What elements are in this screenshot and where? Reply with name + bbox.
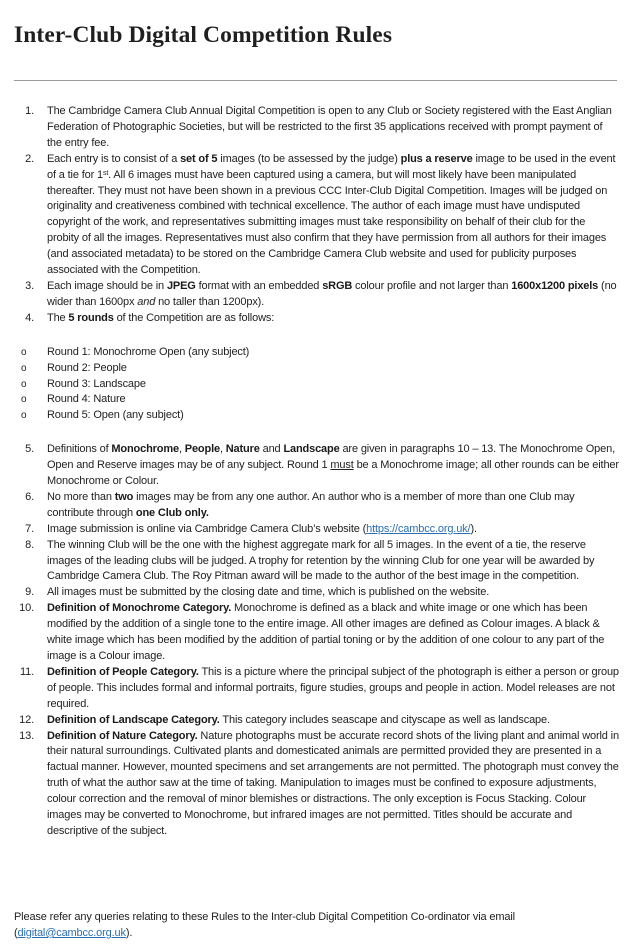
rule-emphasis: two [114, 490, 134, 503]
round-label: Round 1: Monochrome Open (any subject) [47, 345, 250, 358]
spacer [0, 327, 643, 345]
rule-text: The Cambridge Camera Club Annual Digital Competition is open to any Club or Society registered with the East Anglian Federation of Photographic Societies, but will be restricted to the first 35 applications received with prompt payment of the entry fee. [47, 105, 612, 149]
rule-emphasis: sRGB [322, 279, 353, 292]
rule-text: Definitions of [47, 443, 112, 456]
rule-text: , [178, 443, 185, 456]
website-link[interactable]: https://cambcc.org.uk/ [366, 522, 471, 535]
rule-6 [0, 490, 643, 522]
bullet-icon: o [21, 346, 27, 358]
rule-text: The winning Club will be the one with the highest aggregate mark for all 5 images. In the event of a tie, the reserve images of the leading clubs will be judged. A trophy for retention by the winning Club for one year will be awarded by Cambridge Camera Club. The Roy Pitman award will be made to the author of the best image in the competition. [47, 538, 595, 583]
rule-heading: Definition of Nature Category. [47, 729, 198, 742]
rule-number: 9. [25, 586, 34, 599]
footer-text: ). [125, 926, 133, 939]
round-item [0, 392, 643, 408]
rule-5 [0, 442, 643, 490]
round-label: Round 3: Landscape [47, 377, 146, 390]
rule-3 [0, 279, 643, 311]
rule-text: image to be used in the event of a tie for 1 [47, 152, 616, 181]
rule-emphasis: 5 rounds [68, 311, 114, 324]
rule-11 [0, 665, 643, 713]
rule-text: of the Competition are as follows: [113, 311, 275, 324]
bullet-icon: o [21, 362, 27, 374]
round-label: Round 5: Open (any subject) [47, 409, 184, 422]
rules-list-continued [0, 442, 643, 840]
bullet-icon: o [21, 410, 27, 422]
rule-text: colour profile and not larger than [352, 279, 512, 292]
rule-emphasis: Landscape [283, 443, 340, 456]
rule-heading: Definition of Landscape Category. [47, 713, 220, 726]
rule-emphasis: 1600x1200 pixels [511, 279, 599, 292]
rule-emphasis: plus a reserve [400, 152, 473, 165]
rule-emphasis: Monochrome [111, 443, 179, 456]
email-link[interactable]: digital@cambcc.org.uk [17, 926, 126, 939]
rule-9 [0, 585, 643, 601]
rule-13 [0, 729, 643, 840]
rule-emphasis: JPEG [166, 279, 196, 292]
rule-text: Each entry is to consist of a [47, 152, 181, 165]
rule-text: are given in paragraphs 10 – 13. The Monochrome Open, Open and Reserve images may be of any subject. Round 1 [47, 443, 615, 472]
rule-text: format with an embedded [195, 279, 323, 292]
rule-heading: Definition of People Category. [47, 665, 199, 678]
rule-italic: and [137, 295, 156, 308]
rule-text: All images must be submitted by the closing date and time, which is published on the website. [47, 586, 490, 599]
rule-text: images may be from any one author. An author who is a member of more than one Club may contribute through [47, 490, 575, 519]
rounds-list [0, 345, 643, 425]
rule-number: 6. [25, 490, 34, 503]
rule-1 [0, 104, 643, 152]
rule-text: and [259, 443, 284, 456]
rule-number: 2. [25, 152, 34, 165]
rule-number: 8. [25, 538, 34, 551]
round-item [0, 408, 643, 424]
rule-8 [0, 538, 643, 586]
rule-text: The [47, 311, 69, 324]
rule-text: (no wider than 1600px [47, 279, 617, 308]
rule-heading: Definition of Monochrome Category. [47, 602, 232, 615]
rule-emphasis: set of 5 [180, 152, 218, 165]
rules-list [0, 104, 643, 327]
rule-number: 12. [19, 713, 34, 726]
rule-number: 3. [25, 279, 34, 292]
round-item [0, 345, 643, 361]
round-item [0, 361, 643, 377]
rule-text: . All 6 images must have been captured using a camera, but will most likely have been manipulated thereafter. They must not have been shown in a previous CCC Inter-Club Digital Competition. Images will be judged on originality and creativeness combined with technical excellence. The author of each image must have undisputed copyright of the work, and representatives submitting images must take responsibility on behalf of their club for the probity of all the images. Representatives must also confirm that they have permission from all authors for their images (and associated metadata) to be stored on the Cambridge Camera Club website and used for publicity purposes associated with the Competition. [47, 168, 608, 277]
rule-text: This is a picture where the principal subject of the photograph is either a person or group of people. This includes formal and informal portraits, figure studies, groups and people in action. Model releases are not required. [47, 665, 619, 710]
rule-4 [0, 311, 643, 327]
round-label: Round 4: Nature [47, 393, 126, 406]
footer-note [14, 910, 619, 942]
rules-body [0, 104, 643, 840]
rule-2 [0, 152, 643, 279]
footer-text: Please refer any queries relating to these Rules to the Inter-club Digital Competition Co-ordinator via email ( [14, 911, 515, 939]
rule-number: 13. [19, 729, 34, 742]
bullet-icon: o [21, 378, 27, 390]
spacer [0, 424, 643, 442]
rule-number: 10. [19, 602, 34, 615]
rule-text: This category includes seascape and cityscape as well as landscape. [219, 713, 550, 726]
rule-number: 7. [25, 522, 34, 535]
rule-text: Each image should be in [47, 279, 167, 292]
rule-text: Monochrome is defined as a black and white image or one which has been modified by the addition of a single tone to the entire image. All other images are defined as Colour images. A black & white image which has been modified by the addition of partial toning or by the addition of one colour to any part of the image is a Colour image. [47, 602, 605, 662]
rule-number: 5. [25, 443, 34, 456]
bullet-icon: o [21, 394, 27, 406]
rule-number: 1. [25, 105, 34, 117]
rule-text: images (to be assessed by the judge) [217, 152, 401, 165]
rule-underline: must [330, 459, 354, 472]
rule-emphasis: Nature [225, 443, 260, 456]
rule-text: ). [470, 522, 477, 535]
superscript: st [103, 169, 109, 177]
rule-7 [0, 522, 643, 538]
rule-number: 4. [25, 311, 34, 324]
rule-text: , [219, 443, 226, 456]
rule-text: Nature photographs must be accurate record shots of the living plant and animal world in their natural surroundings. Cultivated plants and domesticated animals are permitted provided they are presented in a factual manner. However, mounted specimens and set arrangements are not permitted. The photograph must convey the truth of what the author saw at the time of taking. Manipulation to images must be confined to exposure adjustments, colour correction and the removal of minor blemishes or distractions. The only exception is Focus Stacking. Colour images may be converted to Monochrome, but infrared images are not permitted. Titles should be accurate and descriptive of the subject. [47, 729, 619, 837]
round-item [0, 377, 643, 393]
page-title: Inter-Club Digital Competition Rules [14, 22, 393, 48]
rule-12 [0, 713, 643, 729]
title-divider [14, 80, 617, 81]
rule-text: be a Monochrome image; all other rounds can be either Monochrome or Colour. [47, 459, 619, 488]
rule-text: No more than [47, 490, 115, 503]
rule-text: no taller than 1200px). [155, 295, 265, 308]
round-label: Round 2: People [47, 361, 127, 374]
rule-emphasis: one Club only. [135, 506, 209, 519]
rule-text: Image submission is online via Cambridge Camera Club’s website ( [47, 522, 367, 535]
rule-emphasis: People [184, 443, 220, 456]
rule-10 [0, 601, 643, 665]
rule-number: 11. [19, 665, 34, 678]
